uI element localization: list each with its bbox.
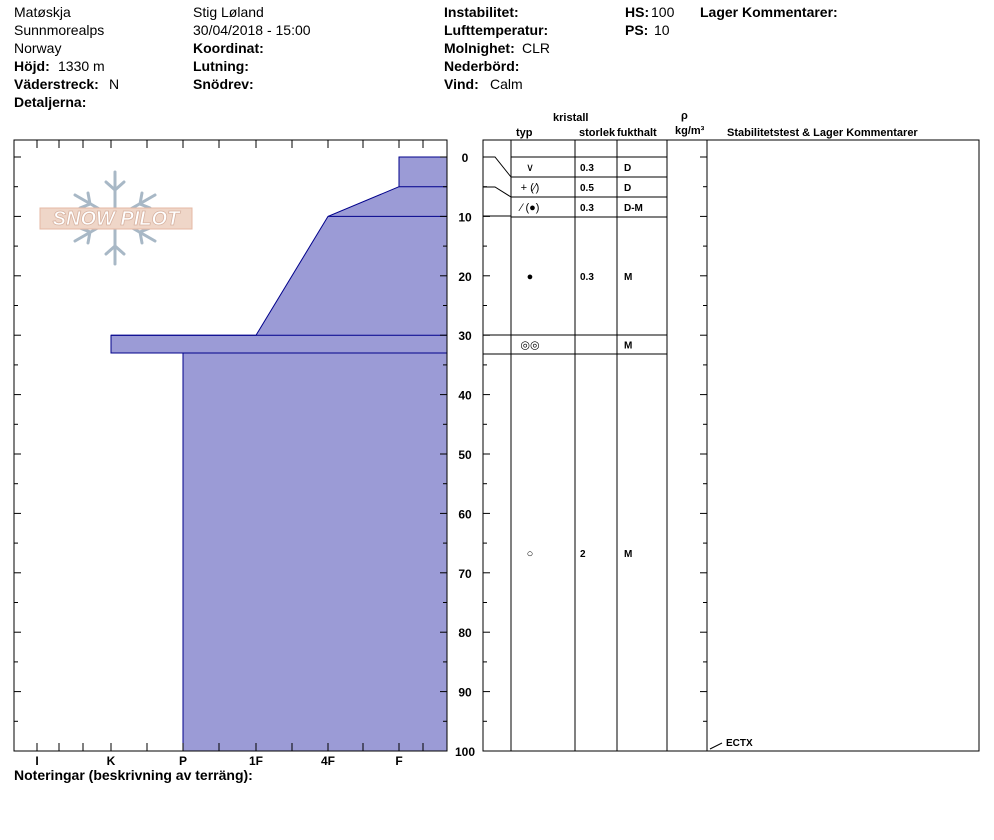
layer-moisture: M (624, 272, 633, 283)
layer-table-frame (483, 140, 979, 751)
connector (483, 187, 511, 197)
layer-type: + (⁄) (520, 182, 540, 194)
depth-label: 30 (458, 329, 472, 344)
hardness-label: 4F (320, 754, 336, 768)
density-unit-header: kg/m³ (675, 125, 705, 137)
hardness-label: I (35, 754, 39, 768)
notes-label: Noteringar (beskrivning av terräng): (14, 767, 253, 783)
cloud-label: Molnighet: (444, 40, 515, 56)
slope-label: Lutning: (193, 58, 249, 74)
depth-label: 50 (458, 448, 472, 462)
layer-size: 0.3 (580, 203, 594, 214)
stability-test-label: ECTX (726, 738, 753, 749)
location: Matøskja (14, 4, 71, 20)
hardness-label: F (395, 754, 403, 768)
depth-label: 60 (458, 507, 472, 522)
hardness-axis-labels (35, 754, 402, 768)
ps-value: 10 (654, 22, 670, 38)
depth-axis-labels (455, 151, 475, 759)
hardness-label: K (106, 754, 116, 768)
logo-text: SNOW PILOT (52, 208, 180, 230)
aspect-value: N (109, 76, 120, 92)
layer-type: ∨ (525, 162, 535, 174)
layer-moisture: D-M (624, 203, 643, 214)
hardness-label: P (178, 754, 188, 768)
elevation-label: Höjd: (14, 58, 50, 74)
depth-label: 80 (458, 626, 472, 641)
layer-size: 0.3 (580, 272, 594, 283)
drift-label: Snödrev: (193, 76, 254, 92)
range: Sunnmorealps (14, 22, 105, 38)
stability-tests (710, 738, 753, 749)
depth-label: 20 (458, 269, 472, 284)
type-header: typ (516, 127, 533, 139)
country: Norway (14, 40, 62, 56)
hs-label: HS: (625, 4, 650, 20)
hs-value: 100 (651, 4, 675, 20)
wind-value: Calm (490, 76, 523, 92)
datetime: 30/04/2018 - 15:00 (193, 22, 311, 38)
hardness-profile (111, 157, 447, 751)
depth-label: 100 (454, 745, 476, 759)
moisture-header: fukthalt (617, 127, 657, 139)
ps-label: PS: (625, 22, 649, 38)
rho-header: ρ (681, 110, 688, 122)
precip-label: Nederbörd: (444, 58, 520, 74)
size-header: storlek (579, 127, 616, 139)
coordinate-label: Koordinat: (193, 40, 264, 56)
aspect-label: Väderstreck: (14, 76, 99, 92)
connector (483, 157, 511, 177)
elevation-value: 1330 m (58, 58, 105, 74)
layer-size: 0.3 (580, 163, 594, 174)
depth-label: 90 (458, 685, 472, 700)
layer-moisture: D (624, 183, 632, 194)
layer-size: 0.5 (580, 183, 594, 194)
layer-moisture: D (624, 163, 632, 174)
instability-label: Instabilitet: (444, 4, 519, 20)
layer-type: ● (526, 271, 534, 283)
air-temp-label: Lufttemperatur: (444, 22, 549, 38)
details-label: Detaljerna: (14, 94, 87, 110)
layer-type: ○ (526, 548, 534, 560)
layer-comments-label: Lager Kommentarer: (700, 4, 838, 20)
observer: Stig Løland (193, 4, 264, 20)
crystal-header: kristall (553, 112, 589, 124)
layer-type: ◎◎ (520, 339, 540, 352)
cloud-value: CLR (522, 40, 551, 56)
layer-type: ⁄ (●) (520, 202, 540, 214)
depth-label: 0 (461, 151, 469, 165)
stability-arrow (710, 743, 722, 749)
layer-moisture: M (624, 549, 633, 560)
layer-size: 2 (580, 549, 586, 560)
depth-label: 40 (458, 388, 472, 403)
depth-label: 70 (458, 566, 472, 581)
depth-label: 10 (458, 210, 472, 225)
hardness-label: 1F (248, 754, 264, 768)
stability-header: Stabilitetstest & Lager Kommentarer (727, 127, 918, 139)
layer-moisture: M (624, 340, 633, 352)
wind-label: Vind: (444, 76, 479, 92)
